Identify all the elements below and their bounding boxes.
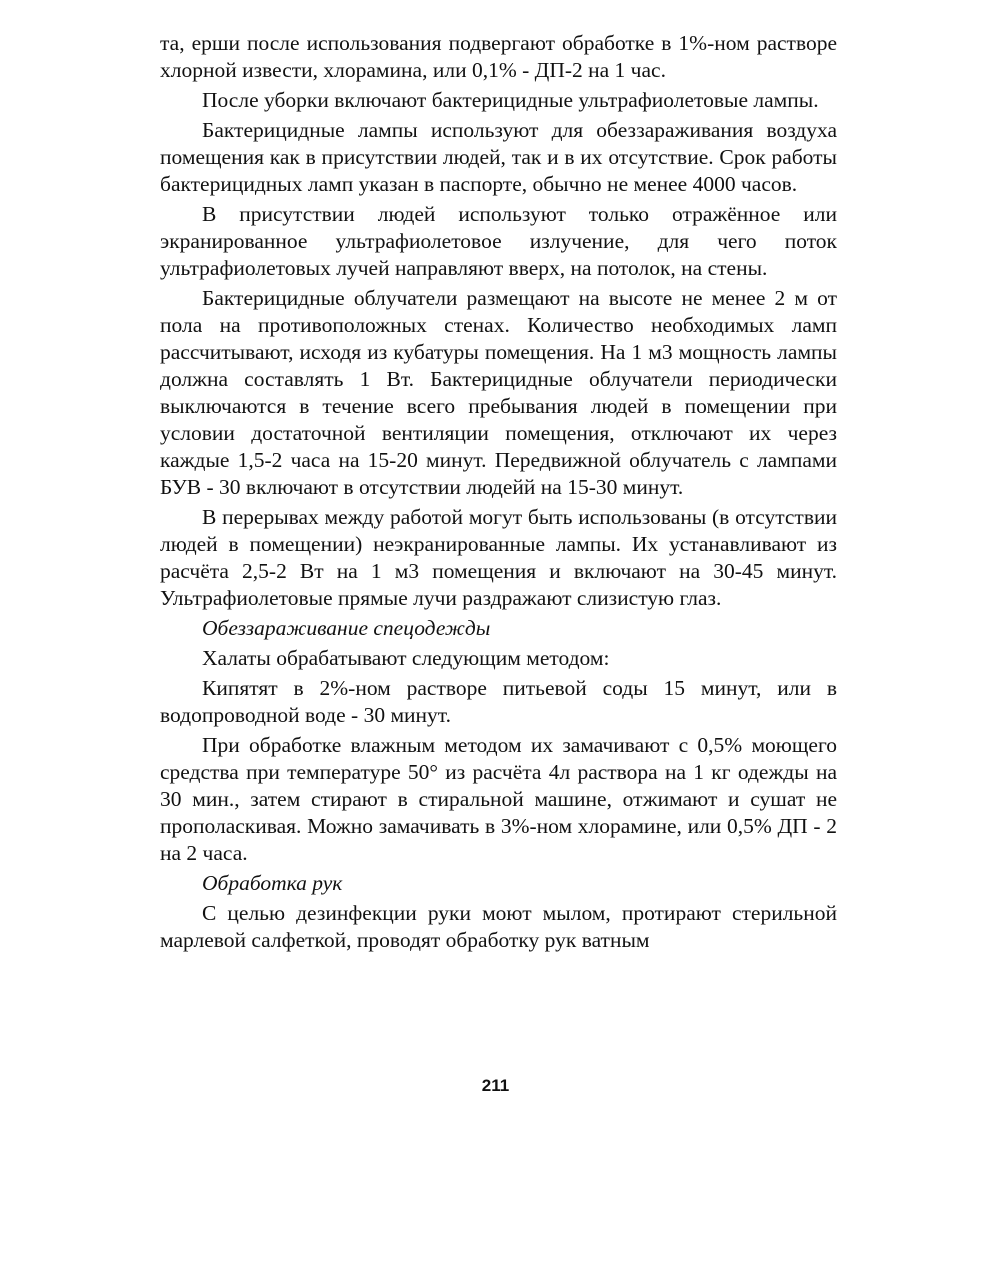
paragraph-hand-disinfection: С целью дезинфекции руки моют мылом, протирают стерильной марлевой салфеткой, проводят обработку рук ватным: [160, 901, 837, 952]
section-heading-workwear: Обеззараживание спецодежды: [202, 616, 491, 640]
page-text-block: [160, 30, 837, 957]
paragraph-lamp-usage: Бактерицидные лампы используют для обеззараживания воздуха помещения как в присутствии людей, так и в их отсутствие. Срок работы бактерицидных ламп указан в паспорте, обычно не менее 4000 часов.: [160, 118, 837, 196]
paragraph-uv-lamps-on: После уборки включают бактерицидные ультрафиолетовые лампы.: [202, 88, 819, 112]
section-heading-hands: Обработка рук: [202, 871, 343, 895]
paragraph-continuation: та, ерши после использования подвергают обработке в 1%-ном растворе хлорной извести, хлорамина, или 0,1% - ДП-2 на 1 час.: [160, 31, 837, 82]
paragraph-wet-method: При обработке влажным методом их замачивают с 0,5% моющего средства при температуре 50° из расчёта 4л раствора на 1 кг одежды на 30 мин., затем стирают в стиральной машине, отжимают и сушат не прополаскивая. Можно замачивать в 3%-ном хлорамине, или 0,5% ДП - 2 на 2 часа.: [160, 733, 837, 865]
paragraph-reflected-radiation: В присутствии людей используют только отражённое или экранированное ультрафиолетовое излучение, для чего поток ультрафиолетовых лучей направляют вверх, на потолок, на стены.: [160, 202, 837, 280]
paragraph-gown-method: Халаты обрабатывают следующим методом:: [202, 646, 610, 670]
paragraph-irradiator-placement: Бактерицидные облучатели размещают на высоте не менее 2 м от пола на противоположных стенах. Количество необходимых ламп рассчитывают, исходя из кубатуры помещения. На 1 м3 мощность лампы должна составлять 1 Вт. Бактерицидные облучатели периодически выключаются в течение всего пребывания людей в помещении при условии достаточной вентиляции помещения, отключают их через каждые 1,5-2 часа на 15-20 минут. Передвижной облучатель с лампами БУВ - 30 включают в отсутствии людейй на 15-30 минут.: [160, 286, 837, 499]
paragraph-unshielded-lamps: В перерывах между работой могут быть использованы (в отсутствии людей в помещении) неэкранированные лампы. Их устанавливают из расчёта 2,5-2 Вт на 1 м3 помещения и включают на 30-45 минут. Ультрафиолетовые прямые лучи раздражают слизистую глаз.: [160, 505, 837, 610]
paragraph-boiling: Кипятят в 2%-ном растворе питьевой соды 15 минут, или в водопроводной воде - 30 минут.: [160, 676, 837, 727]
page-number: 211: [481, 1076, 510, 1095]
